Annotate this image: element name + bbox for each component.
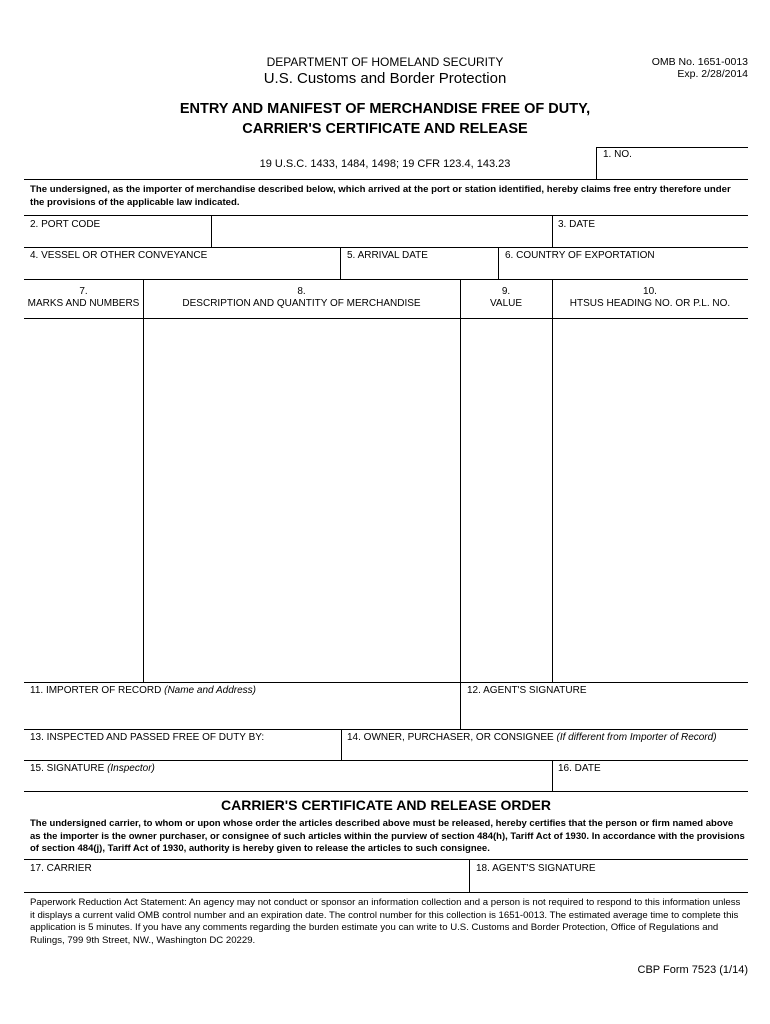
inspector-signature-text: 15. SIGNATURE bbox=[30, 763, 105, 774]
carrier-input[interactable] bbox=[25, 875, 469, 891]
carrier-statement: The undersigned carrier, to whom or upon whose order the articles described above must be released, hereby certifies that the person or firm named above as the importer is the owner purchaser, or consignee of such articles within the purview of section 484(h), Tariff Act of 1930. In accordance with the provisions of section 484(j), Tariff Act of 1930, authority is hereby given to release the articles to such consignee. bbox=[30, 818, 745, 855]
htsus-cell[interactable] bbox=[553, 319, 748, 682]
agent-signature-input[interactable] bbox=[461, 697, 748, 728]
carrier-agent-signature-input[interactable] bbox=[470, 875, 748, 891]
carrier-label: 17. CARRIER bbox=[30, 863, 92, 874]
importer-of-record-text: 11. IMPORTER OF RECORD bbox=[30, 685, 162, 696]
date-label: 3. DATE bbox=[558, 219, 596, 230]
arrival-date-label: 5. ARRIVAL DATE bbox=[347, 250, 428, 261]
col-value-header: VALUE bbox=[489, 298, 523, 309]
port-code-label: 2. PORT CODE bbox=[30, 219, 101, 230]
importer-declaration: The undersigned, as the importer of merchandise described below, which arrived at the port or station identified, hereby claims free entry therefore under the provisions of the applicable law indicated. bbox=[30, 184, 731, 208]
inspected-input[interactable] bbox=[25, 744, 341, 759]
value-cell[interactable] bbox=[461, 319, 552, 682]
col-description-number: 8. bbox=[297, 286, 306, 297]
vessel-input[interactable] bbox=[25, 262, 340, 278]
date16-label: 16. DATE bbox=[558, 763, 601, 774]
vessel-label: 4. VESSEL OR OTHER CONVEYANCE bbox=[30, 250, 208, 261]
entry-number-input[interactable] bbox=[597, 161, 747, 179]
country-exportation-input[interactable] bbox=[499, 262, 748, 278]
inspector-signature-input[interactable] bbox=[25, 775, 552, 790]
col-marks-header: MARKS AND NUMBERS bbox=[27, 298, 140, 309]
col-description-header: DESCRIPTION AND QUANTITY OF MERCHANDISE bbox=[182, 298, 421, 309]
arrival-date-input[interactable] bbox=[341, 262, 498, 278]
inspector-note: (Inspector) bbox=[107, 763, 155, 774]
form-title-line1: ENTRY AND MANIFEST OF MERCHANDISE FREE OF DUTY, bbox=[179, 101, 591, 117]
carrier-section-title: CARRIER'S CERTIFICATE AND RELEASE ORDER bbox=[220, 797, 551, 813]
paperwork-reduction-statement: Paperwork Reduction Act Statement: An agency may not conduct or sponsor an information collection and a person is not required to respond to this information unless it displays a current valid OMB control number and an expiration date. The control number for this collection is 1651-0013. The estimated average time to complete this application is 5 minutes. If you have any comments regarding the burden estimate you can write to U.S. Customs and Border Protection, Office of Regulations and Rulings, 799 9th Street, NW., Washington DC 20229. bbox=[30, 897, 741, 946]
col-htsus-number: 10. bbox=[643, 286, 657, 297]
inspected-label: 13. INSPECTED AND PASSED FREE OF DUTY BY: bbox=[30, 732, 265, 743]
agency-name: U.S. Customs and Border Protection bbox=[263, 70, 507, 87]
country-exportation-label: 6. COUNTRY OF EXPORTATION bbox=[505, 250, 655, 261]
date16-input[interactable] bbox=[553, 775, 748, 790]
description-cell[interactable] bbox=[144, 319, 460, 682]
entry-number-label: 1. NO. bbox=[603, 149, 632, 160]
col-htsus-header: HTSUS HEADING NO. OR P.L. NO. bbox=[569, 298, 731, 309]
legal-citation: 19 U.S.C. 1433, 1484, 1498; 19 CFR 123.4, 143.23 bbox=[259, 158, 511, 170]
owner-note: (If different from Importer of Record) bbox=[556, 732, 717, 743]
owner-label bbox=[347, 732, 717, 744]
date-input[interactable] bbox=[553, 230, 748, 246]
port-code-input[interactable] bbox=[25, 230, 211, 246]
owner-input[interactable] bbox=[342, 744, 748, 759]
col-marks-number: 7. bbox=[79, 286, 88, 297]
importer-note: (Name and Address) bbox=[164, 685, 256, 696]
form-title-line2: CARRIER'S CERTIFICATE AND RELEASE bbox=[242, 121, 528, 137]
omb-number: OMB No. 1651-0013 bbox=[651, 56, 748, 68]
importer-of-record-label bbox=[30, 685, 256, 697]
marks-and-numbers-cell[interactable] bbox=[25, 319, 143, 682]
omb-expiration: Exp. 2/28/2014 bbox=[677, 68, 748, 80]
inspector-signature-label bbox=[30, 763, 155, 775]
importer-of-record-input[interactable] bbox=[25, 697, 460, 728]
form-identifier: CBP Form 7523 (1/14) bbox=[637, 964, 748, 976]
carrier-agent-signature-label: 18. AGENT'S SIGNATURE bbox=[476, 863, 596, 874]
department-name: DEPARTMENT OF HOMELAND SECURITY bbox=[266, 55, 504, 69]
agent-signature-label: 12. AGENT'S SIGNATURE bbox=[467, 685, 587, 696]
port-code-extra-input[interactable] bbox=[212, 216, 552, 247]
col-value-number: 9. bbox=[501, 286, 511, 297]
owner-text: 14. OWNER, PURCHASER, OR CONSIGNEE bbox=[347, 732, 554, 743]
